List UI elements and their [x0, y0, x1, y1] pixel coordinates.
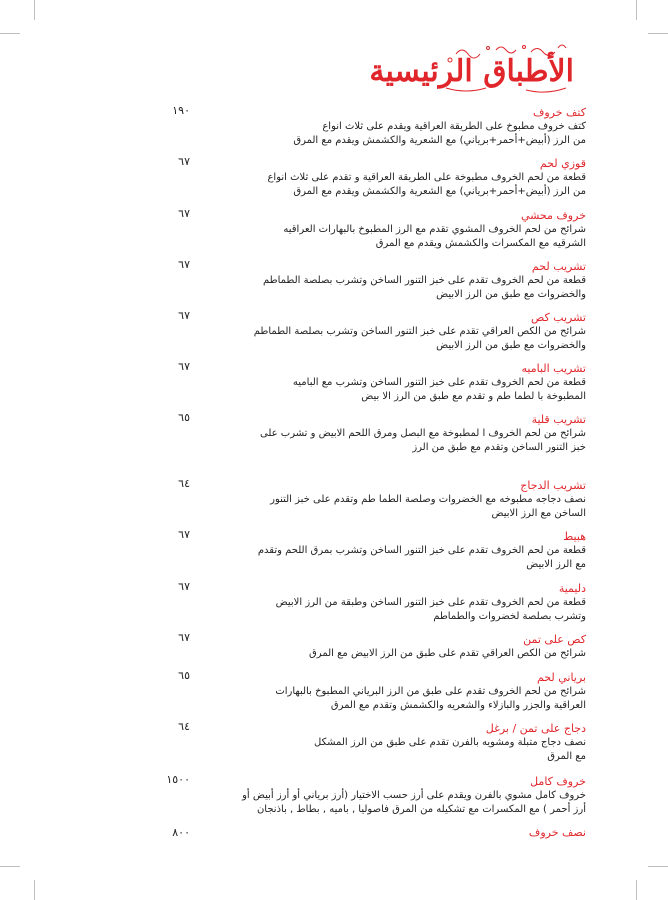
crop-mark-bottom-left-v: [34, 880, 35, 900]
item-name: تشريب الباميه: [521, 362, 586, 375]
item-name: برياني لحم: [536, 671, 586, 684]
crop-mark-bottom-left-h: [0, 866, 20, 867]
item-desc-line: الساخن مع الرز الابيض: [491, 508, 586, 519]
item-price: ٦٧: [178, 309, 190, 322]
item-price: ١٥٠٠: [166, 773, 190, 786]
item-desc-line: شرائح من لحم الخروف ا لمطبوخة مع البصل ومرق اللحم الابيض و تشرب على: [260, 428, 586, 439]
item-name: تشريب كص: [530, 311, 586, 324]
item-name: كتف خروف: [532, 106, 586, 119]
item-desc-line: شرائح من لحم الخروف تقدم على طبق من الرز البرياني المطبوخ بالبهارات: [275, 686, 586, 697]
item-desc-line: خبز التنور الساخن وتقدم مع طبق من الرز: [412, 442, 586, 453]
item-name: كص على تمن: [523, 633, 586, 646]
item-desc-line: الشرقيه مع المكسرات والكشمش ويقدم مع المرق: [375, 238, 586, 249]
item-desc-line: المطبوخة با لطما طم و تقدم مع طبق من الرز الا بيض: [361, 391, 586, 402]
item-price: ٦٤: [178, 477, 190, 490]
item-price: ٦٧: [178, 580, 190, 593]
item-desc-line: أرز أحمر ) مع المكسرات مع تشكيله من المرق فاصوليا , باميه , بطاط , باذنجان: [256, 804, 586, 815]
item-desc-line: مع الرز الابيض: [526, 559, 586, 570]
item-desc-line: والخضروات مع طبق من الرز الابيض: [436, 340, 586, 351]
page-title-text: الأطباق الرئيسية: [369, 54, 574, 89]
item-price: ٦٥: [178, 411, 190, 424]
item-desc-line: شرائح من لحم الخروف المشوي تقدم مع الرز المطبوخ بالبهارات العراقيه: [283, 224, 586, 235]
item-desc-line: شرائح من الكص العراقي تقدم على طبق من الرز الابيض مع المرق: [309, 648, 586, 659]
crop-mark-top-left-h: [0, 33, 20, 34]
item-desc-line: شرائح من الكص العراقي تقدم على خبز التنور الساخن وتشرب بصلصة الطماطم: [253, 326, 586, 337]
item-name: تشريب لحم: [531, 260, 586, 273]
crop-mark-top-right-v: [636, 0, 637, 20]
item-price: ٦٧: [178, 631, 190, 644]
item-desc-line: من الرز (أبيض+أحمر+برياني) مع الشعرية والكشمش ويقدم مع المرق: [293, 135, 586, 146]
item-price: ٦٤: [178, 720, 190, 733]
item-name: خروف كامل: [530, 775, 586, 788]
crop-mark-bottom-right-h: [648, 866, 668, 867]
item-desc-line: نصف دجاج متبلة ومشويه بالفرن تقدم على طبق من الرز المشكل: [314, 737, 586, 748]
item-desc-line: قطعة من لحم الخروف مطبوخة على الطريقة العراقية و تقدم على ثلاث انواع: [267, 172, 586, 183]
crop-mark-top-right-h: [648, 33, 668, 34]
item-name: هبيط: [563, 530, 586, 543]
page-title: [369, 40, 586, 96]
item-name: دجاج على تمن / برغل: [485, 722, 586, 735]
item-name: قوزي لحم: [539, 157, 586, 170]
item-desc-line: كتف خروف مطبوخ على الطريقة العراقية ويقدم على ثلاث انواع: [322, 121, 586, 132]
item-desc-line: من الرز (أبيض+أحمر+برياني) مع الشعرية والكشمش ويقدم مع المرق: [293, 186, 586, 197]
item-name: تشريب قلية: [531, 413, 586, 426]
item-desc-line: قطعة من لحم الخروف تقدم على خبز التنور الساخن وتشرب بمرق اللحم وتقدم: [257, 545, 586, 556]
crop-mark-bottom-right-v: [636, 880, 637, 900]
item-desc-line: خروف كامل مشوي بالفرن ويقدم على أرز حسب الاختيار (أرز برياني أو أرز أبيض أو: [242, 790, 586, 801]
item-desc-line: قطعة من لحم الخروف تقدم على خبز التنور الساخن وطبقة من الرز الابيض: [275, 597, 586, 608]
item-desc-line: نصف دجاجه مطبوخه مع الخضروات وصلصة الطما طم وتقدم على خبز التنور: [270, 494, 586, 505]
item-price: ٦٧: [178, 360, 190, 373]
item-price: ٨٠٠: [172, 826, 190, 839]
item-name: نصف خروف: [528, 826, 586, 839]
item-price: ٦٧: [178, 207, 190, 220]
item-price: ١٩٠: [172, 104, 190, 117]
item-desc-line: العراقية والجزر والبازلاء والشعريه والكشمش وتقدم مع المرق: [330, 700, 586, 711]
item-price: ٦٧: [178, 258, 190, 271]
item-desc-line: قطعة من لحم الخروف تقدم على خبز التنور الساخن وتشرب مع الباميه: [292, 377, 586, 388]
item-name: تشريب الدجاج: [520, 479, 586, 492]
item-price: ٦٧: [178, 155, 190, 168]
item-desc-line: والخضروات مع طبق من الرز الابيض: [436, 289, 586, 300]
crop-mark-top-left-v: [34, 0, 35, 20]
item-price: ٦٧: [178, 528, 190, 541]
item-name: دليمية: [558, 582, 586, 595]
item-price: ٦٥: [178, 669, 190, 682]
item-name: خروف محشي: [520, 209, 586, 222]
item-desc-line: مع المرق: [547, 751, 586, 762]
item-desc-line: قطعة من لحم الخروف تقدم على خبز التنور الساخن وتشرب بصلصة الطماطم: [262, 275, 586, 286]
item-desc-line: وتشرب بصلصة لخضروات والطماطم: [433, 611, 586, 622]
